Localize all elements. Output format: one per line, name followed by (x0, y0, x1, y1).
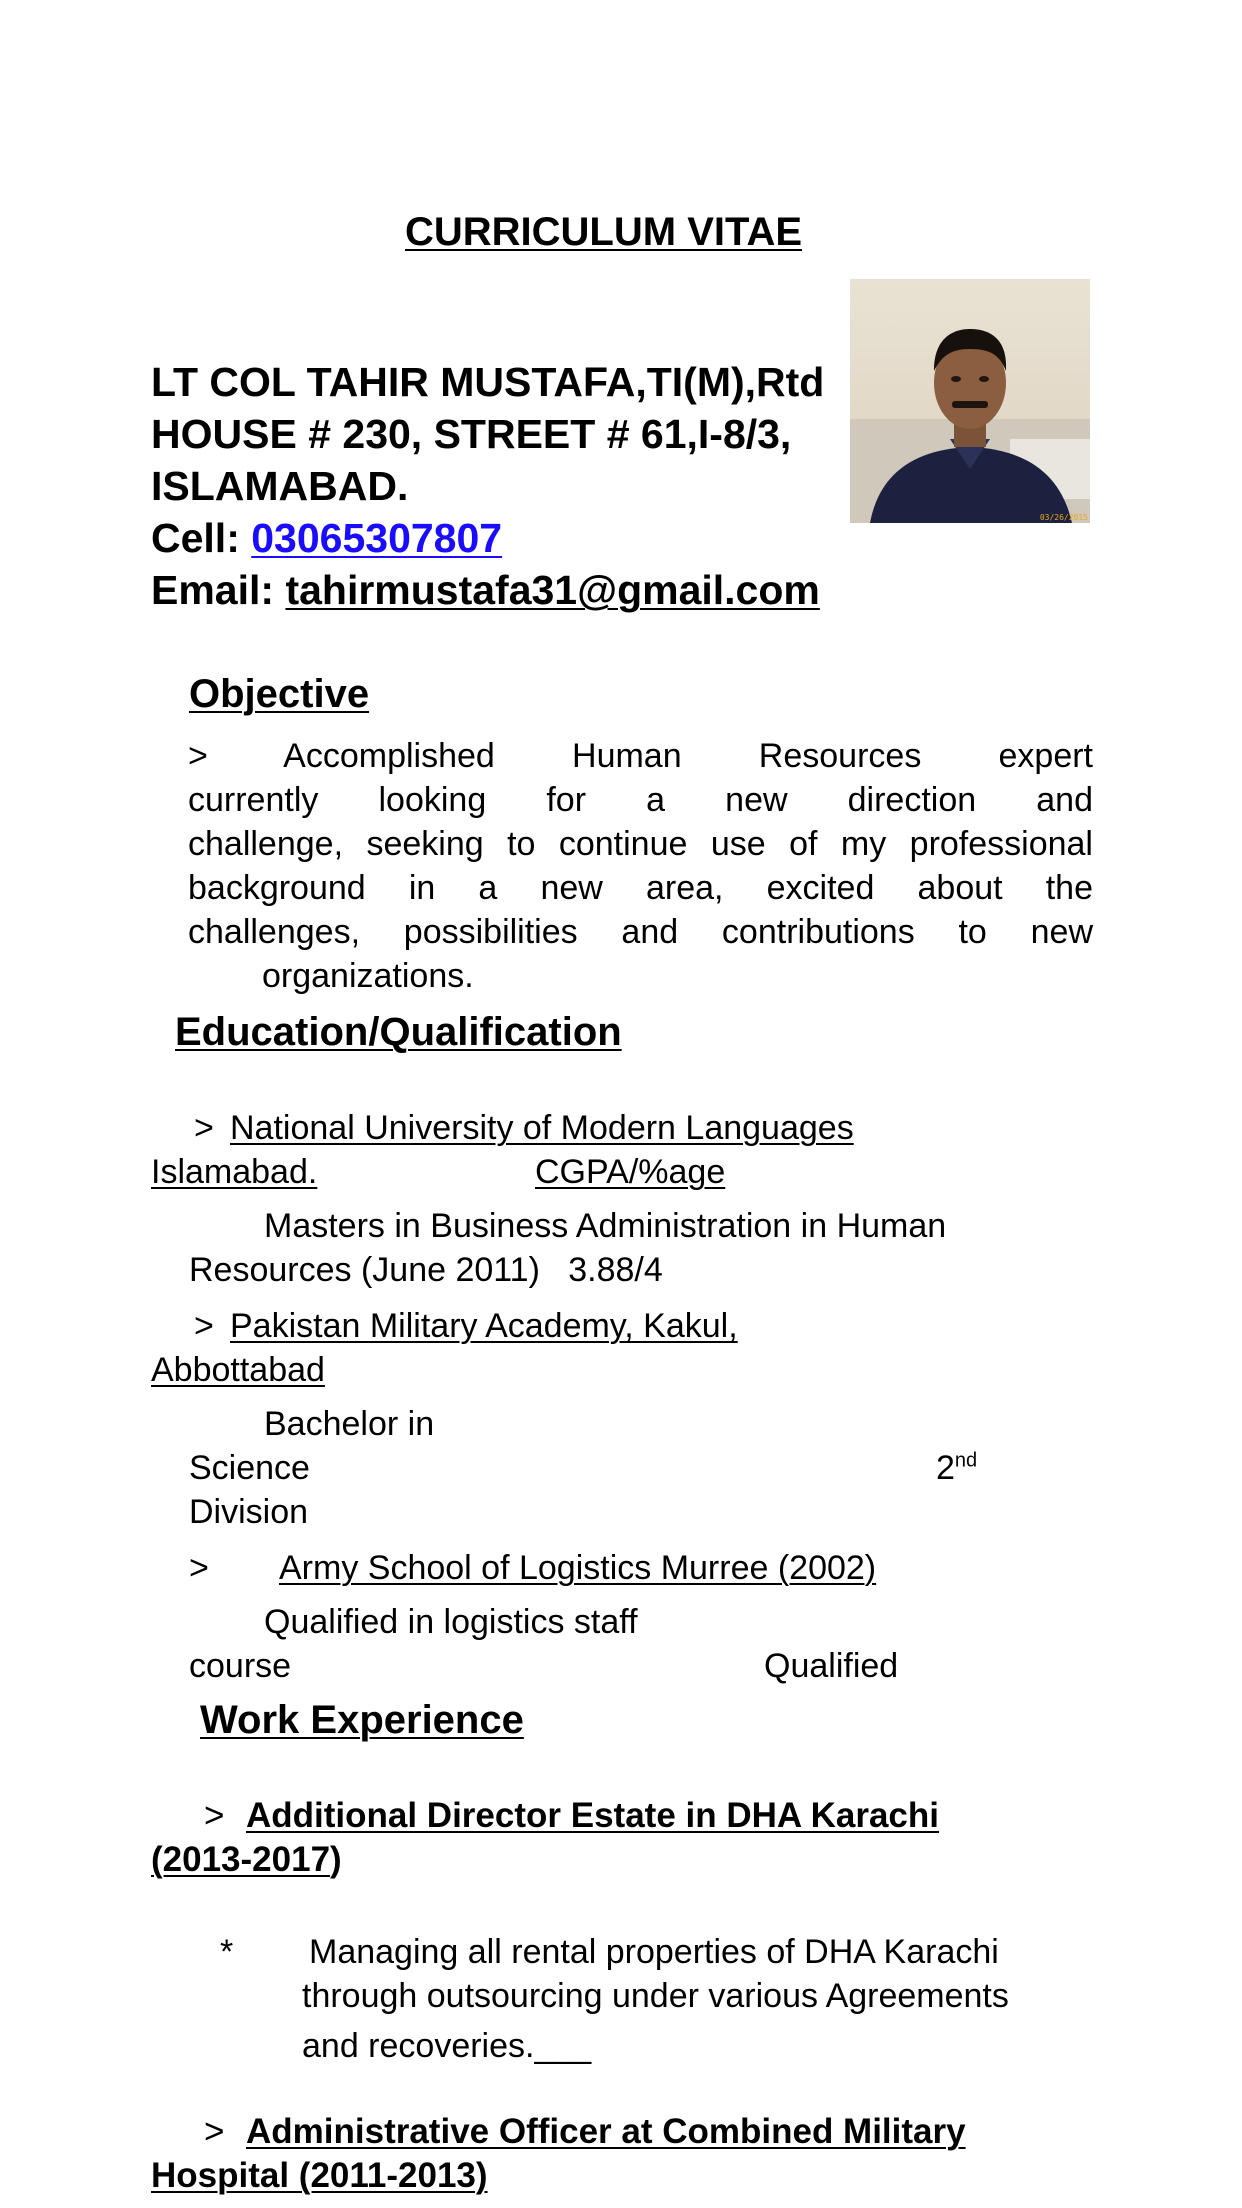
job-description (302, 2024, 591, 2068)
photo-date-stamp: 03/26/2015 (1039, 513, 1088, 522)
education-detail: course (189, 1647, 292, 1685)
education-bullet: > (194, 1109, 214, 1147)
education-institution: Army School of Logistics Murree (2002) (279, 1549, 877, 1587)
job-period: (2013-2017 (151, 1840, 331, 1879)
education-heading: Education/Qualification (175, 1010, 622, 1054)
objective-line: challenge, seeking to continue use of my professional (188, 825, 1093, 863)
education-detail: Qualified in logistics staff (264, 1603, 638, 1641)
job-description: Managing all rental properties of DHA Karachi (309, 1933, 999, 1971)
education-institution: Pakistan Military Academy, Kakul, (230, 1307, 738, 1345)
candidate-name: LT COL TAHIR MUSTAFA,TI(M),Rtd (151, 359, 825, 405)
education-detail: Division (189, 1493, 309, 1531)
education-detail: Resources (June 2011) 3.88/4 (189, 1251, 663, 1289)
address-line-1: HOUSE # 230, STREET # 61,I-8/3, (151, 411, 792, 457)
job-title-cont: Hospital (2011-2013) (151, 2156, 488, 2195)
page-title: CURRICULUM VITAE (405, 210, 803, 254)
email-link[interactable]: tahirmustafa31@gmail.com (285, 567, 820, 613)
education-bullet: > (194, 1307, 214, 1345)
objective-line: currently looking for a new direction and (188, 781, 1093, 819)
job-description-blank: ___ (534, 2027, 592, 2065)
education-bullet: > (189, 1549, 209, 1587)
job-period-tail: ) (330, 1840, 342, 1879)
address-line-2: ISLAMABAD. (151, 463, 409, 509)
job-title: Additional Director Estate in DHA Karachi (246, 1796, 939, 1835)
job-title-cont (151, 1840, 342, 1880)
objective-heading: Objective (189, 672, 370, 716)
education-result: Qualified (764, 1647, 899, 1685)
email-row (151, 564, 820, 616)
education-detail: Bachelor in (264, 1405, 435, 1443)
job-title: Administrative Officer at Combined Military (246, 2112, 966, 2151)
job-desc-bullet: * (220, 1933, 234, 1971)
education-institution-cont: Abbottabad (151, 1351, 325, 1389)
work-heading: Work Experience (200, 1698, 524, 1742)
education-institution-cont: Islamabad. (151, 1153, 318, 1191)
result-sup: nd (954, 1449, 978, 1472)
job-description: through outsourcing under various Agreements (302, 1977, 1009, 2015)
objective-line: organizations. (262, 957, 474, 995)
education-result (936, 1446, 977, 1490)
email-label: Email: (151, 567, 286, 613)
education-detail: Masters in Business Administration in Human (264, 1207, 947, 1245)
objective-line: > Accomplished Human Resources expert (188, 737, 1093, 775)
objective-text (188, 734, 1093, 998)
result-base: 2 (936, 1449, 955, 1487)
objective-line: background in a new area, excited about the (188, 869, 1093, 907)
job-description-text: and recoveries. (302, 2027, 535, 2065)
profile-photo (850, 279, 1090, 523)
objective-line: challenges, possibilities and contributions to new (188, 913, 1093, 951)
cell-phone-link[interactable]: 03065307807 (251, 515, 503, 561)
cell-row (151, 512, 502, 564)
job-bullet: > (204, 1796, 225, 1835)
education-institution: National University of Modern Languages (230, 1109, 854, 1147)
cgpa-column-header: CGPA/%age (535, 1153, 726, 1191)
person-portrait-icon (850, 279, 1090, 523)
education-detail: Science (189, 1449, 310, 1487)
cell-label: Cell: (151, 515, 252, 561)
job-bullet: > (204, 2112, 225, 2151)
